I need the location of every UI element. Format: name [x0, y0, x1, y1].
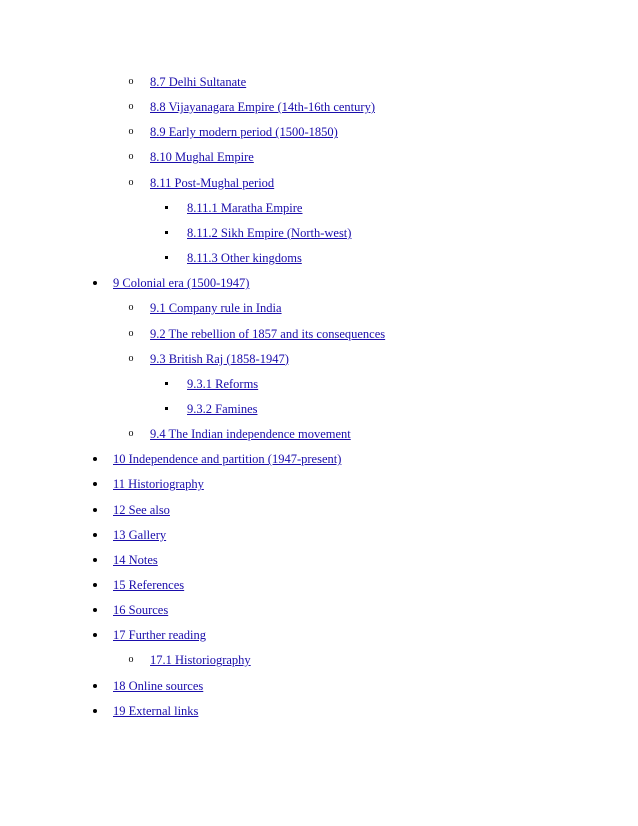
toc-item: [0, 651, 638, 669]
toc-link[interactable]: 8.11.2 Sikh Empire (North-west): [187, 225, 352, 240]
toc-link[interactable]: 8.11.1 Maratha Empire: [187, 200, 303, 215]
toc-item: [0, 224, 638, 242]
toc-link[interactable]: 8.8 Vijayanagara Empire (14th-16th century): [150, 100, 375, 115]
toc-item: [0, 626, 638, 644]
toc-link[interactable]: 9.3.2 Famines: [187, 401, 258, 416]
circle-bullet-icon: o: [128, 352, 134, 364]
toc-item: [0, 425, 638, 443]
toc-link[interactable]: 8.9 Early modern period (1500-1850): [150, 125, 338, 140]
circle-bullet-icon: o: [128, 76, 134, 87]
toc-link[interactable]: 17.1 Historiography: [150, 653, 251, 668]
toc-item: [0, 702, 638, 720]
toc-item: [0, 325, 638, 343]
toc-link[interactable]: 9.4 The Indian independence movement: [150, 427, 351, 442]
toc-item: [0, 526, 638, 544]
toc-item: [0, 174, 638, 192]
toc-item: [0, 299, 638, 317]
toc-item: [0, 576, 638, 594]
toc-item: [0, 601, 638, 619]
toc-link[interactable]: 8.11 Post-Mughal period: [150, 175, 275, 190]
toc-link[interactable]: 11 Historiography: [113, 477, 204, 492]
toc-link[interactable]: 8.11.3 Other kingdoms: [187, 251, 302, 266]
toc-link[interactable]: 15 References: [113, 578, 185, 592]
toc-item: [0, 73, 638, 91]
circle-bullet-icon: o: [128, 428, 134, 440]
toc-item: [0, 249, 638, 267]
toc-link[interactable]: 9.3 British Raj (1858-1947): [150, 351, 289, 366]
toc-item: [0, 123, 638, 141]
toc-item: [0, 551, 638, 569]
toc-link[interactable]: 17 Further reading: [113, 628, 207, 643]
toc-item: [0, 677, 638, 695]
toc-link[interactable]: 9.1 Company rule in India: [150, 301, 282, 316]
circle-bullet-icon: o: [128, 126, 134, 138]
toc-item: [0, 148, 638, 166]
toc-item: [0, 501, 638, 519]
circle-bullet-icon: o: [128, 327, 134, 339]
toc-link[interactable]: 8.7 Delhi Sultanate: [150, 75, 247, 89]
circle-bullet-icon: o: [128, 151, 134, 163]
toc-link[interactable]: 13 Gallery: [113, 527, 167, 542]
toc-link[interactable]: 18 Online sources: [113, 678, 204, 693]
toc-link[interactable]: 9.3.1 Reforms: [187, 376, 259, 391]
toc-link[interactable]: 8.10 Mughal Empire: [150, 150, 254, 165]
toc-link[interactable]: 16 Sources: [113, 603, 169, 618]
toc-item: [0, 274, 638, 292]
toc-item: [0, 400, 638, 418]
toc-link[interactable]: 19 External links: [113, 703, 199, 718]
toc-item: [0, 199, 638, 217]
toc-item: [0, 98, 638, 116]
toc-link[interactable]: 14 Notes: [113, 552, 158, 567]
circle-bullet-icon: o: [128, 654, 134, 666]
circle-bullet-icon: o: [128, 176, 134, 188]
toc-link[interactable]: 9 Colonial era (1500-1947): [113, 276, 250, 291]
circle-bullet-icon: o: [128, 101, 134, 113]
toc-item: [0, 350, 638, 368]
toc-item: [0, 475, 638, 493]
circle-bullet-icon: o: [128, 302, 134, 314]
toc-link[interactable]: 12 See also: [113, 502, 170, 517]
toc-link[interactable]: 10 Independence and partition (1947-present): [113, 452, 342, 467]
toc-item: [0, 450, 638, 468]
toc-link[interactable]: 9.2 The rebellion of 1857 and its consequences: [150, 326, 386, 341]
toc-item: [0, 375, 638, 393]
